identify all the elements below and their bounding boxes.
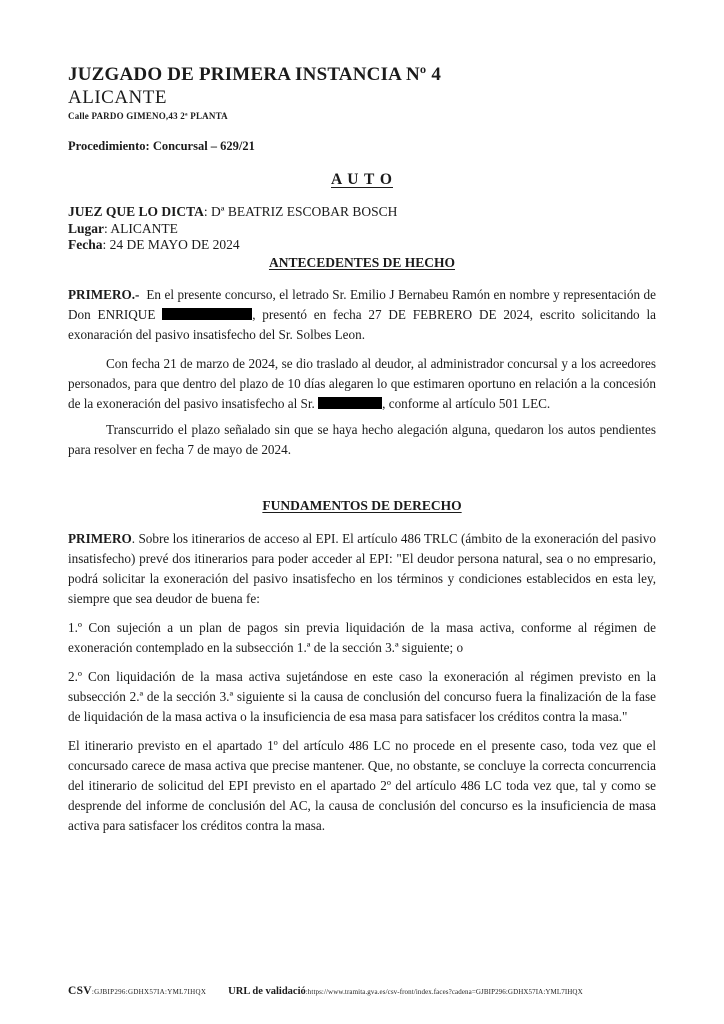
fundamentos-p1-label: PRIMERO [68,530,132,546]
procedure-number: Procedimiento: Concursal – 629/21 [68,139,255,153]
antecedentes-p2-text-before: Con fecha 21 de marzo de 2024, se dio traslado al deudor, al administrador concursal y a los acreedores personados, para que dentro del plazo de 10 días alegaren lo que estimaren oportuno en relación a la concesión de la exoneración del pasivo insatisfecho al Sr. [68,355,656,411]
court-address: Calle PARDO GIMENO,43 2ª PLANTA [68,111,228,121]
place-value: : ALICANTE [104,220,178,236]
csv-label: CSV [68,985,92,997]
antecedentes-paragraph-1 [68,285,656,345]
place-label: Lugar [68,220,105,236]
fundamentos-paragraph-4: El itinerario previsto en el apartado 1º del artículo 486 LC no procede en el presente caso, toda vez que el concursado carece de masa activa que precise mantener. Que, no obstante, se concluye la correcta concurrencia del itinerario de solicitud del EPI previsto en el apartado 2º del artículo 486 LC toda vez que, tal y como se desprende del informe de conclusión del AC, la causa de conclusión del concurso es la insuficiencia de masa activa para satisfacer los créditos contra la masa. [68,737,656,833]
document-title-text: A U T O [331,171,393,188]
antecedentes-p1-text-after: , presentó en fecha 27 DE FEBRERO DE 2024, escrito solicitando la exonaración del pasivo insatisfecho del Sr. Solbes Leon. [68,306,656,342]
antecedentes-paragraph-2 [68,354,656,414]
csv-code: :GJBIP296:GDHX57IA:YML7IHQX [91,988,207,996]
redaction-box [318,397,382,409]
antecedentes-heading [68,254,656,271]
date-value: : 24 DE MAYO DE 2024 [102,237,240,252]
redaction-box [162,308,252,320]
antecedentes-p1-text-before: En el presente concurso, el letrado Sr. Emilio J Bernabeu Ramón en nombre y representación de Don ENRIQUE [68,286,656,322]
ruling-metadata [68,204,656,254]
antecedentes-paragraph-3: Transcurrido el plazo señalado sin que se haya hecho alegación alguna, quedaron los autos pendientes para resolver en fecha 7 de mayo de 2024. [68,421,656,457]
fundamentos-heading-text: FUNDAMENTOS DE DERECHO [262,497,462,513]
place-line [68,221,656,238]
fundamentos-heading [68,497,656,514]
antecedentes-p1-label: PRIMERO.- [68,286,140,302]
validation-footer [68,985,684,997]
judge-label: JUEZ QUE LO DICTA [68,204,204,219]
judge-line [68,204,656,221]
antecedentes-p2-text-after: , conforme al artículo 501 LEC. [382,395,551,411]
document-title [68,170,656,190]
fundamentos-paragraph-2: 1.º Con sujeción a un plan de pagos sin previa liquidación de la masa activa, conforme al régimen de exoneración contemplado en la subsección 1.ª de la sección 3.ª siguiente; o [68,619,656,655]
document-header [68,63,656,154]
court-name: JUZGADO DE PRIMERA INSTANCIA Nº 4 [68,64,442,85]
validation-url-label: URL de validació [228,986,306,997]
fundamentos-paragraph-1 [68,529,656,609]
fundamentos-p1-text: . Sobre los itinerarios de acceso al EPI. El artículo 486 TRLC (ámbito de la exoneración del pasivo insatisfecho) prevé dos itinerarios para poder acceder al EPI: "El deudor persona natural, sea o no empresario, podrá solicitar la exoneración del pasivo insatisfecho en los términos y condiciones establecidos en esta ley, siempre que sea deudor de buena fe: [68,530,656,606]
fundamentos-paragraph-3: 2.º Con liquidación de la masa activa sujetándose en este caso la exoneración al régimen previsto en la subsección 2.ª de la sección 3.ª siguiente si la causa de conclusión del concurso fuera la finalización de la fase de liquidación de la masa activa o la insuficiencia de esa masa para satisfacer los créditos contra la masa." [68,668,656,724]
validation-url: :https://www.tramita.gva.es/csv-front/index.faces?cadena=GJBIP296:GDHX57IA:YML7IHQX [305,988,583,996]
antecedentes-heading-text: ANTECEDENTES DE HECHO [268,254,456,270]
date-label: Fecha [68,237,103,252]
judge-value: : Dª BEATRIZ ESCOBAR BOSCH [203,204,398,219]
court-city: ALICANTE [68,87,167,108]
date-line [68,237,656,254]
